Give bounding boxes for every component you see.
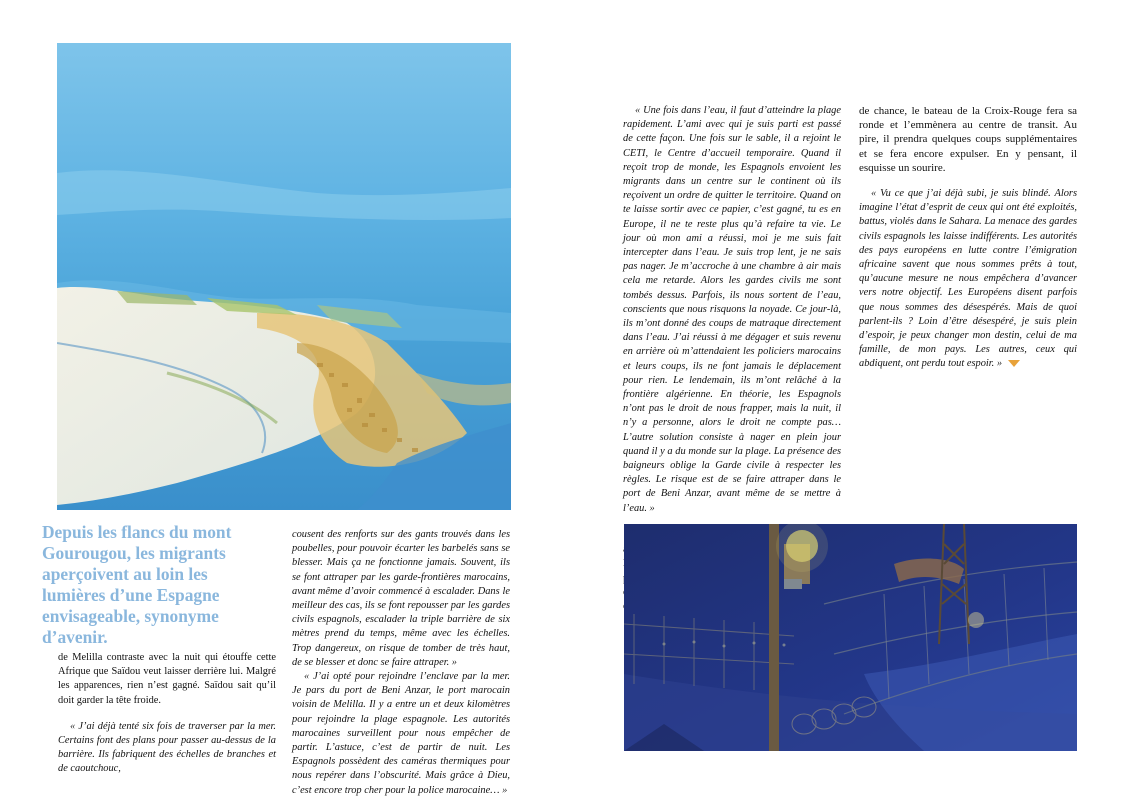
coast-illustration <box>57 43 511 510</box>
quote-paragraph <box>859 187 1077 372</box>
headline: Depuis les flancs du mont Gourougou, les migrants aperçoivent au loin les lumières d’une Espagne envisageable, synonyme d’avenir. <box>42 522 232 647</box>
border-fence-illustration <box>624 524 1077 751</box>
narrative-paragraph: de Melilla contraste avec la nuit qui étouffe cette Afrique que Saïdou veut laisser derrière lui. Malgré les apparences, rien n’est gagné. Saïdou sait qu’il doit garder la tête froide. <box>58 652 276 706</box>
quote-continuation: cousent des renforts sur des gants trouvés dans les poubelles, pour pouvoir écarter les barbelés sans se blesser. Mais ça ne fonctionne jamais. Souvent, ils se font attraper par les garde-frontières marocains, avant même d’avoir commencé à escalader. Dans le meilleur des cas, ils se font repousser par les gardes civils espagnols, escalader la triple barrière de six mètres prend du temps, même avec les échelles. Trop dangereux, on risque de tomber de très haut, de se blesser et donc se faire attraper. » <box>292 529 510 668</box>
end-of-article-icon <box>1008 360 1020 367</box>
left-column-1 <box>58 651 276 777</box>
quote-paragraph: « J’ai opté pour rejoindre l’enclave par la mer. Je pars du port de Beni Anzar, le port marocain voisin de Melilla. Il y a entre un et deux kilomètres pour rejoindre la plage espagnole. Les autorités marocaines surveillent pour nous empêcher de partir. L’astuce, c’est de partir de nuit. Les Espagnols possèdent des caméras thermiques pour nous repérer dans l’obscurité. Mais grâce à Dieu, c’est encore trop cher pour la police marocaine… » <box>292 671 510 796</box>
right-page <box>567 0 1134 794</box>
quote-paragraph: « Une fois dans l’eau, il faut d’atteindre la plage rapidement. L’ami avec qui je suis parti est passé de cette façon. Une fois sur le sable, il a rejoint le CETI, le Centre d’accueil temporaire. Quand il reçoit trop de monde, les Espagnols envoient les migrants dans un centre sur le continent où ils reçoivent un ordre de quitter le territoire. Quand on te laisse sortir avec ce papier, c’est gagné, tu es en Europe, il ne te reste plus qu’à refaire ta vie. Le jour où mon ami a réussi, moi je me suis fait intercepter dans l’eau. Je suis trop lent, je ne sais pas nager. Je m’accroche à une chambre à air mais cela me retarde. Alors les gardes civils me sont tombés dessus. Parfois, ils nous sortent de l’eau, conscients que nous risquons la noyade. Ce jour-là, ils m’ont donné des coups de matraque directement dans l’eau. J’ai réussi à me dégager et suis revenu en arrière où m’attendaient les policiers marocains et leurs coups, ils ne font jamais le déplacement pour rien. Le lendemain, ils m’ont relâché à la frontière algérienne. En théorie, les Espagnols n’ont pas le droit de nous frapper, mais la nuit, il n’y a personne, alors le droit ne compte pas… L’autre solution consiste à nager en plein jour quand il y a du monde sur la plage. La présence des baigneurs oblige la Garde civile à respecter les règles. Le risque est de se faire attraper dans le port de Beni Anzar, avant même de se mettre à l’eau. » <box>623 105 841 514</box>
left-column-2 <box>292 528 510 798</box>
right-column-2 <box>859 104 1077 372</box>
left-page <box>0 0 567 794</box>
narrative-paragraph: de chance, le bateau de la Croix-Rouge fera sa ronde et l’emmènera au centre de transit. Au pire, il prendra quelques coups supplémentaires et se fera encore expulser. En y pensant, il esquisse un sourire. <box>859 105 1077 174</box>
quote-paragraph: « J’ai déjà tenté six fois de traverser par la mer. Certains font des plans pour passer au-dessus de la barrière. Ils fabriquent des échelles de branches et de caoutchouc, <box>58 720 276 775</box>
quote-text: « Vu ce que j’ai déjà subi, je suis blindé. Alors imagine l’état d’esprit de ceux qui ont été exploités, battus, violés dans le Sahara. La menace des gardes civils espagnols les laisse indifférents. Les autorités des pays européens en lutte contre l’émigration africaine savent que nous sommes prêts à tout, qu’aucune mesure ne nous empêchera d’avancer vers notre objectif. Les Européens disent parfois que nous sommes des désespérés. Mais de quoi parlent-ils ? Loin d’être désespéré, je suis plein d’espoir, je peux changer mon destin, celui de ma famille, de mon pays. Les autres, ceux qui abdiquent, ont perdu tout espoir. » <box>859 188 1077 370</box>
